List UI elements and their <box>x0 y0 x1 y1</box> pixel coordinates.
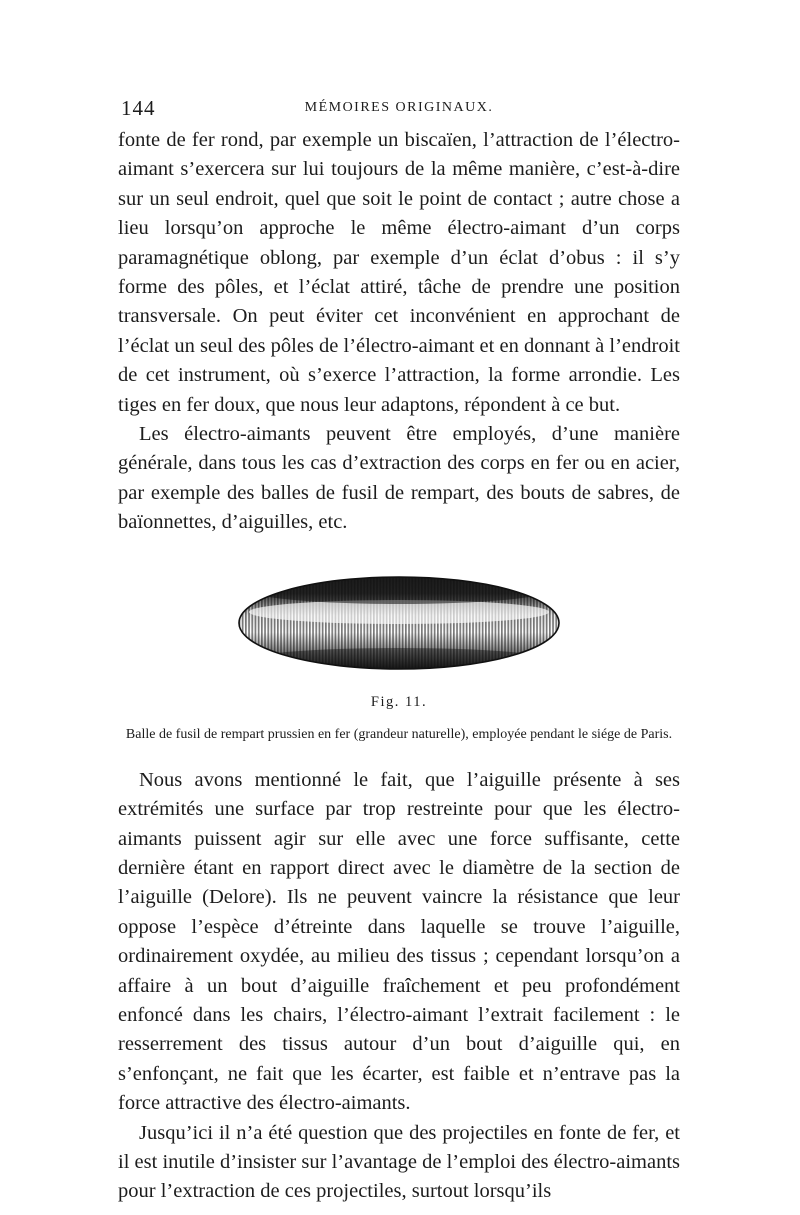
running-title: MÉMOIRES ORIGINAUX. <box>304 100 494 115</box>
paragraph: Nous avons mentionné le fait, que l’aiguille présente à ses extrémités une surface par trop restreinte pour que les électro-aimants puissent agir sur elle avec une force suffisante, cette dernière étant en rapport direct avec le diamètre de la section de l’aiguille (Delore). Ils ne peuvent vaincre la résistance que leur oppose l’espèce d’étreinte dans laquelle se trouve l’aiguille, ordinairement oxydée, au milieu des tissus ; cependant lorsqu’on a affaire à un bout d’aiguille fraîchement et peu profondément enfoncé dans les chairs, l’électro-aimant l’extrait facilement : le resserrement des tissus autour d’un bout d’aiguille qui, en s’enfonçant, ne fait que les écarter, est faible et n’entrave pas la force attractive des électro-aimants. <box>118 768 680 1115</box>
running-head <box>118 96 680 122</box>
text-block-bottom <box>118 766 680 1207</box>
book-page <box>118 96 680 1207</box>
figure-caption: Balle de fusil de rempart prussien en fer (grandeur naturelle), employée pendant le siége de Paris. <box>125 726 673 742</box>
paragraph: Les électro-aimants peuvent être employés, d’une manière générale, dans tous les cas d’extraction des corps en fer ou en acier, par exemple des balles de fusil de rempart, des bouts de sabres, de baïonnettes, d’aiguilles, etc. <box>118 423 680 534</box>
bullet-illustration <box>229 568 569 678</box>
figure-label: Fig. 11. <box>370 693 428 710</box>
paragraph: Jusqu’ici il n’a été question que des projectiles en fonte de fer, et il est inutile d’insister sur l’avantage de l’emploi des électro-aimants pour l’extraction de ces projectiles, surtout lorsqu’ils <box>118 1121 680 1203</box>
paragraph-continued: fonte de fer rond, par exemple un biscaïen, l’attraction de l’électro-aimant s’exercera sur lui toujours de la même manière, c’est-à-dire sur un seul endroit, quel que soit le point de contact ; autre chose a lieu lorsqu’on approche le même électro-aimant d’un corps paramagnétique oblong, par exemple d’un éclat d’obus : il s’y forme des pôles, et l’éclat attiré, tâche de prendre une position transversale. On peut éviter cet inconvénient en approchant de l’éclat un seul des pôles de l’électro-aimant et en donnant à l’endroit de cet instrument, où s’exerce l’attraction, la forme arrondie. Les tiges en fer doux, que nous leur adaptons, répondent à ce but. <box>118 129 680 416</box>
figure-11 <box>118 568 680 744</box>
text-block-top <box>118 126 680 538</box>
page-number: 144 <box>121 96 156 120</box>
